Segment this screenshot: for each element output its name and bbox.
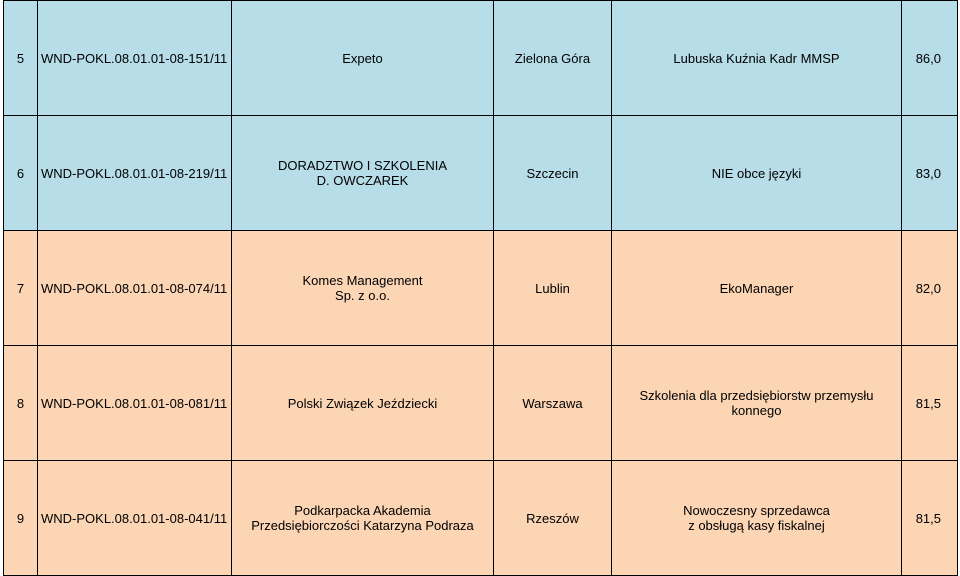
score: 86,0	[902, 1, 958, 116]
row-number: 6	[4, 116, 38, 231]
city: Rzeszów	[494, 461, 612, 576]
applicant-name	[232, 1, 494, 116]
applicant-name-line: Przedsiębiorczości Katarzyna Podraza	[251, 518, 474, 533]
row-number: 9	[4, 461, 38, 576]
score: 83,0	[902, 116, 958, 231]
project-title	[612, 231, 902, 346]
project-title-line: EkoManager	[719, 280, 794, 296]
project-title-line: z obsługą kasy fiskalnej	[688, 518, 825, 533]
city: Szczecin	[494, 116, 612, 231]
application-number: WND-POKL.08.01.01-08-151/11	[38, 1, 232, 116]
applicant-name	[232, 461, 494, 576]
applicant-name	[232, 346, 494, 461]
project-title-line: Szkolenia dla przedsiębiorstw przemysłu konnego	[639, 388, 874, 418]
application-number: WND-POKL.08.01.01-08-219/11	[38, 116, 232, 231]
applicant-name-line: Polski Związek Jeździecki	[287, 395, 438, 411]
applicant-name-line: Expeto	[342, 50, 383, 66]
applicant-name-line: DORADZTWO I SZKOLENIA	[277, 158, 447, 173]
table-row	[4, 346, 958, 461]
applicant-name-line: Komes Management	[302, 273, 423, 288]
table-row	[4, 116, 958, 231]
city: Lublin	[494, 231, 612, 346]
score: 82,0	[902, 231, 958, 346]
table-row	[4, 461, 958, 576]
city: Warszawa	[494, 346, 612, 461]
project-title	[612, 346, 902, 461]
applicant-name-line: Podkarpacka Akademia	[294, 503, 431, 518]
project-title-line: Nowoczesny sprzedawca	[683, 503, 830, 518]
project-title	[612, 461, 902, 576]
city: Zielona Góra	[494, 1, 612, 116]
score: 81,5	[902, 461, 958, 576]
applicant-name	[232, 231, 494, 346]
score: 81,5	[902, 346, 958, 461]
ranking-table	[3, 0, 958, 576]
project-title	[612, 1, 902, 116]
row-number: 7	[4, 231, 38, 346]
ranking-table-body	[4, 1, 958, 576]
applicant-name-line: Sp. z o.o.	[335, 288, 390, 303]
table-row	[4, 231, 958, 346]
row-number: 5	[4, 1, 38, 116]
application-number: WND-POKL.08.01.01-08-041/11	[38, 461, 232, 576]
applicant-name	[232, 116, 494, 231]
project-title-line: NIE obce języki	[711, 165, 802, 181]
project-title-line: Lubuska Kuźnia Kadr MMSP	[673, 50, 840, 66]
application-number: WND-POKL.08.01.01-08-081/11	[38, 346, 232, 461]
application-number: WND-POKL.08.01.01-08-074/11	[38, 231, 232, 346]
project-title	[612, 116, 902, 231]
row-number: 8	[4, 346, 38, 461]
table-row	[4, 1, 958, 116]
applicant-name-line: D. OWCZAREK	[316, 173, 409, 188]
